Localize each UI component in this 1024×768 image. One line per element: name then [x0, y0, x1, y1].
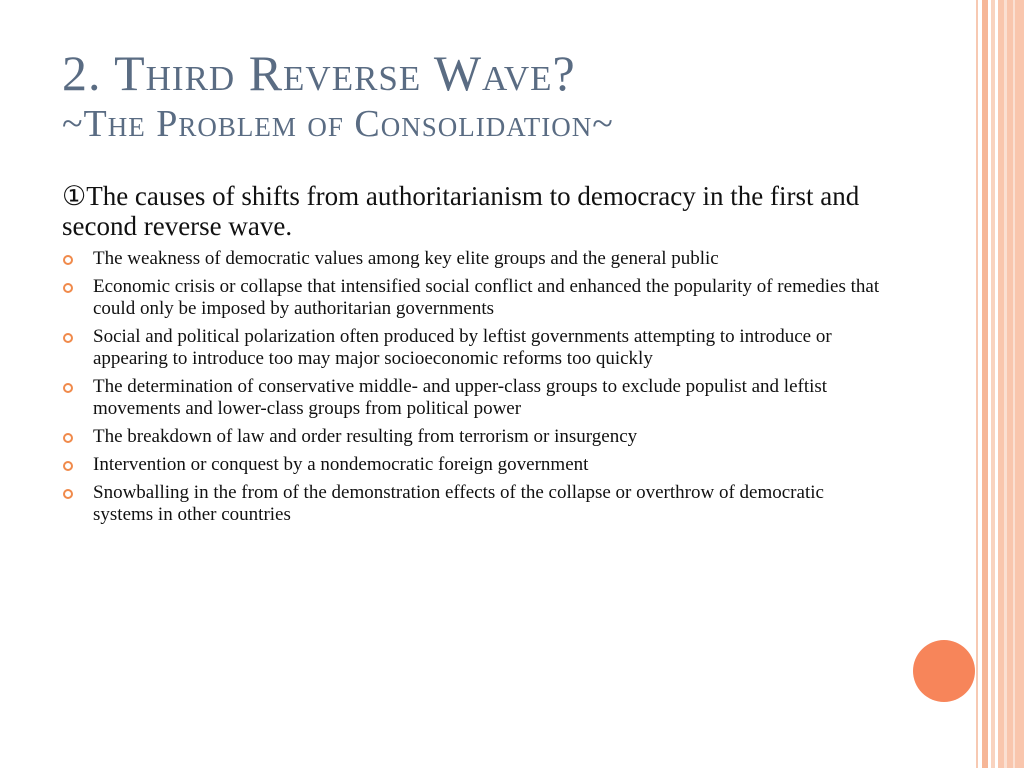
- list-item: [62, 248, 882, 270]
- slide-title-main: 2. Third Reverse Wave?: [62, 45, 576, 101]
- slide-subtitle: ~The Problem of Consolidation~: [62, 103, 614, 145]
- list-item-text: The weakness of democratic values among key elite groups and the general public: [93, 248, 719, 269]
- decorative-stripe: [991, 0, 995, 768]
- bullet-list: [62, 248, 882, 532]
- bullet-icon: [63, 433, 73, 443]
- slide-title: [62, 44, 942, 146]
- bullet-icon: [63, 489, 73, 499]
- decorative-stripe: [1004, 0, 1007, 768]
- list-item: [62, 276, 882, 320]
- accent-circle: [913, 640, 975, 702]
- list-item-text: Social and political polarization often produced by leftist governments attempting to introduce or appearing to introduce too may major socioeconomic reforms too quickly: [93, 326, 832, 369]
- list-item: [62, 482, 882, 526]
- list-item: [62, 426, 882, 448]
- list-item-text: Economic crisis or collapse that intensified social conflict and enhanced the popularity of remedies that could only be imposed by authoritarian governments: [93, 276, 880, 319]
- list-item: [62, 326, 882, 370]
- bullet-icon: [63, 283, 73, 293]
- decorative-stripe: [976, 0, 978, 768]
- list-item-text: The breakdown of law and order resulting from terrorism or insurgency: [93, 426, 638, 447]
- bullet-icon: [63, 255, 73, 265]
- intro-text: ①The causes of shifts from authoritarianism to democracy in the first and second reverse wave.: [62, 181, 860, 241]
- list-item-text: Intervention or conquest by a nondemocratic foreign government: [93, 454, 589, 475]
- list-item-text: Snowballing in the from of the demonstration effects of the collapse or overthrow of democratic systems in other countries: [93, 482, 824, 525]
- list-item: [62, 376, 882, 420]
- decorative-stripe: [998, 0, 1024, 768]
- bullet-icon: [63, 333, 73, 343]
- bullet-icon: [63, 383, 73, 393]
- decorative-stripe: [982, 0, 988, 768]
- bullet-icon: [63, 461, 73, 471]
- decorative-stripe: [1013, 0, 1015, 768]
- list-item-text: The determination of conservative middle- and upper-class groups to exclude populist and leftist movements and lower-class groups from political power: [93, 376, 828, 419]
- list-item: [62, 454, 882, 476]
